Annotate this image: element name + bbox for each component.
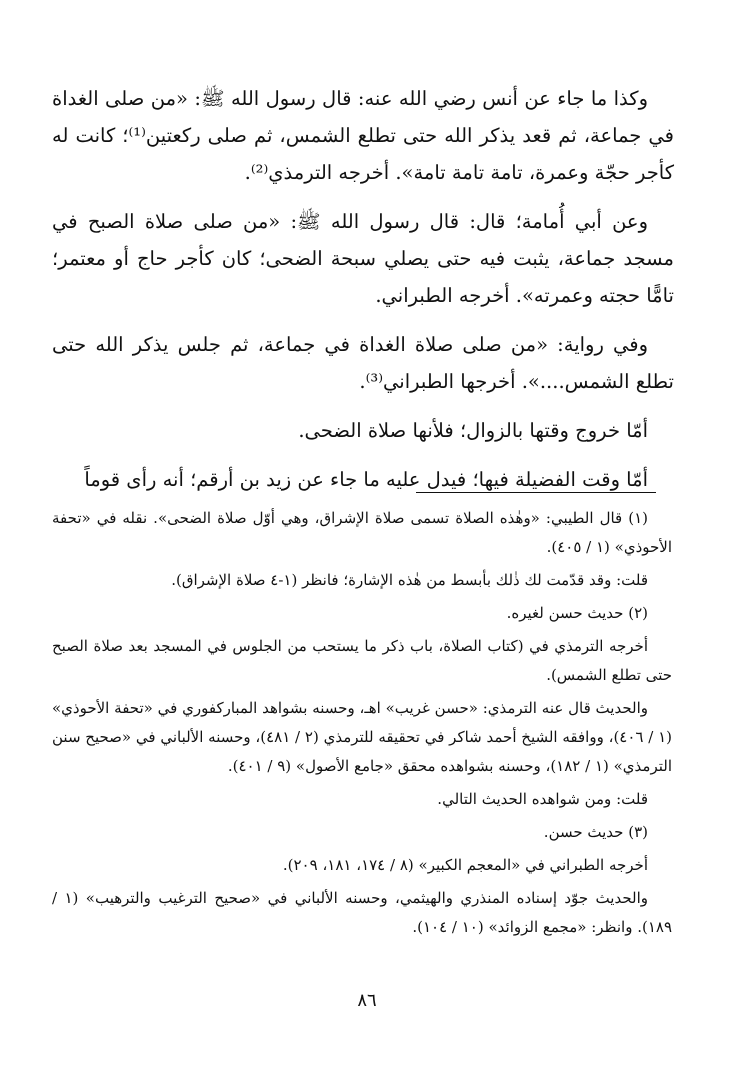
paragraph-anas-hadith: وكذا ما جاء عن أنس رضي الله عنه: قال رسول الله ﷺ: «من صلى الغداة في جماعة، ثم قعد يذكر الله حتى تطلع الشمس، ثم صلى ركعتين⁽¹⁾؛ كانت له كأجر حجّة وعمرة، تامة تامة تامة». أخرجه الترمذي⁽²⁾. [52, 87, 674, 184]
footnote-2-grading: والحديث قال عنه الترمذي: «حسن غريب» اهـ، وحسنه بشواهد المباركفوري في «تحفة الأحوذي» (١ / ٤٠٦)، ووافقه الشيخ أحمد شاكر في تحقيقه للترمذي (٢ / ٤٨١)، وحسنه الألباني في «صحيح سنن الترمذي» (١ / ١٨٢)، وحسنه بشواهده محقق «جامع الأصول» (٩ / ٤٠١). [52, 699, 672, 775]
paragraph-virtue-time: أمّا وقت الفضيلة فيها؛ فيدل عليه ما جاء عن زيد بن أرقم؛ أنه رأى قوماً [84, 468, 648, 491]
paragraph-abu-umama-hadith: وعن أبي أُمامة؛ قال: قال رسول الله ﷺ: «من صلى صلاة الصبح في مسجد جماعة، يثبت فيه حتى يصلي سبحة الضحى؛ كان كأجر حاج أو معتمر؛ تامًّا حجته وعمرته». أخرجه الطبراني. [52, 210, 674, 307]
footnotes [52, 504, 672, 946]
paragraph-riwaya: وفي رواية: «من صلى صلاة الغداة في جماعة، ثم جلس يذكر الله حتى تطلع الشمس....». أخرجها الطبراني⁽³⁾. [52, 333, 674, 393]
paragraph-end-of-time: أمّا خروج وقتها بالزوال؛ فلأنها صلاة الضحى. [298, 419, 648, 442]
main-text [52, 80, 674, 510]
footnote-2-note: قلت: ومن شواهده الحديث التالي. [437, 790, 648, 808]
footnote-3-source: أخرجه الطبراني في «المعجم الكبير» (٨ / ١٧٤، ١٨١، ٢٠٩). [282, 856, 648, 874]
footnote-2: (٢) حديث حسن لغيره. [506, 604, 648, 622]
footnote-1-note: قلت: وقد قدّمت لك ذٰلك بأبسط من هٰذه الإشارة؛ فانظر (١-٤ صلاة الإشراق). [171, 571, 648, 589]
footnote-divider [416, 492, 656, 493]
page-number: ٨٦ [357, 990, 377, 1011]
footnote-2-source: أخرجه الترمذي في (كتاب الصلاة، باب ذكر ما يستحب من الجلوس في المسجد بعد صلاة الصبح حتى تطلع الشمس). [52, 637, 672, 684]
footnote-1: (١) قال الطيبي: «وهٰذه الصلاة تسمى صلاة الإشراق، وهي أوّل صلاة الضحى». نقله في «تحفة الأحوذي» (١ / ٤٠٥). [52, 509, 672, 556]
footnote-3-grading: والحديث جوّد إسناده المنذري والهيثمي، وحسنه الألباني في «صحيح الترغيب والترهيب» (١ / ١٨٩). وانظر: «مجمع الزوائد» (١٠ / ١٠٤). [52, 889, 672, 936]
footnote-3: (٣) حديث حسن. [543, 823, 648, 841]
